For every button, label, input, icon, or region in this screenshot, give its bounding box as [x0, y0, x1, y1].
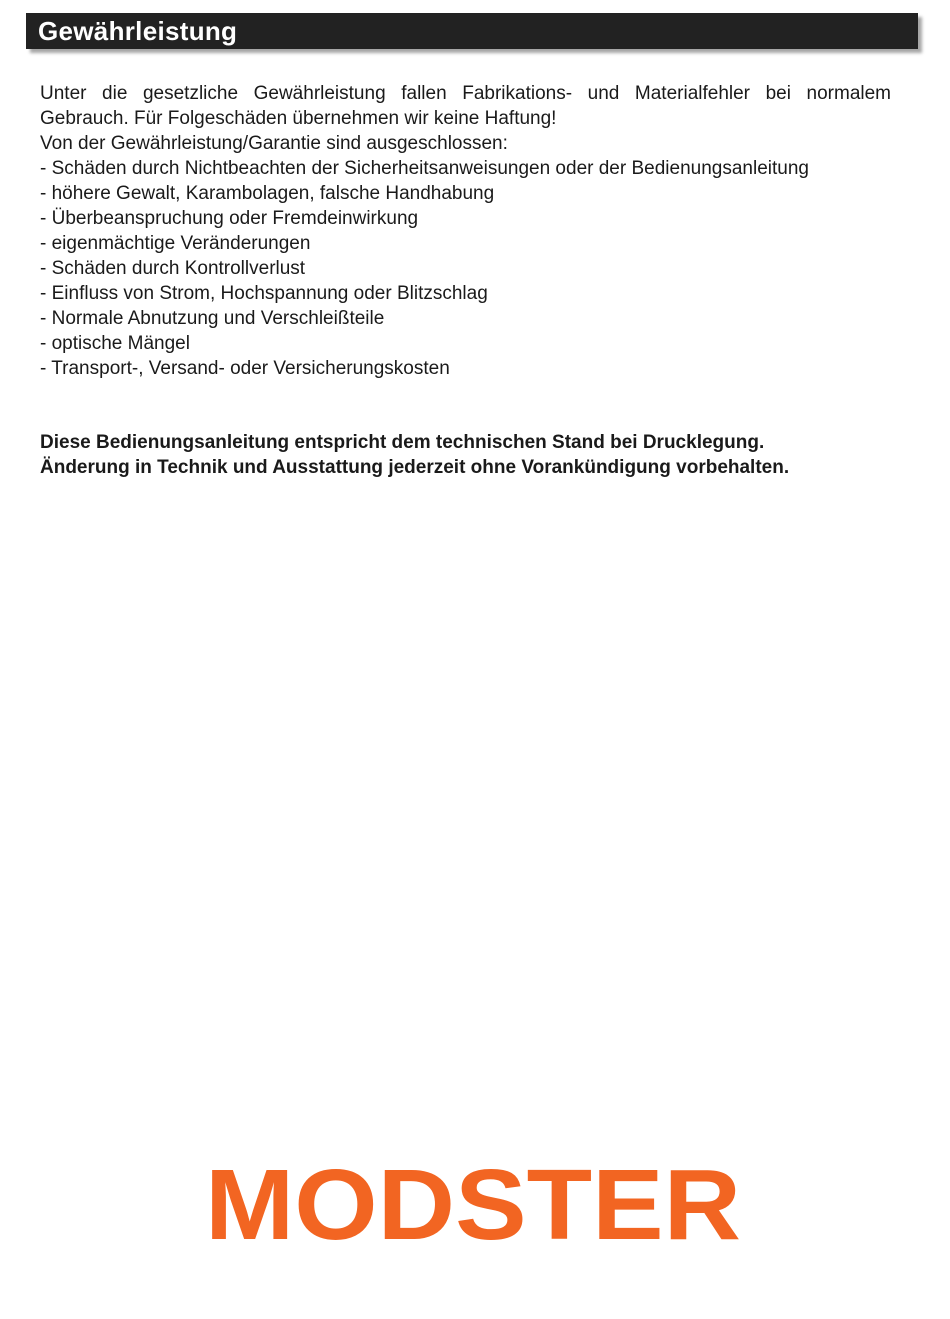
exclusion-item: - optische Mängel	[40, 333, 190, 354]
exclusion-item: - höhere Gewalt, Karambolagen, falsche Handhabung	[40, 183, 495, 204]
notice-block	[40, 430, 900, 480]
exclusions-heading: Von der Gewährleistung/Garantie sind ausgeschlossen:	[40, 133, 508, 154]
section-title: Gewährleistung	[38, 16, 238, 46]
exclusion-item: - Schäden durch Kontrollverlust	[40, 258, 306, 279]
exclusion-item: - eigenmächtige Veränderungen	[40, 233, 311, 254]
exclusion-item: - Normale Abnutzung und Verschleißteile	[40, 308, 385, 329]
exclusion-item: - Einfluss von Strom, Hochspannung oder Blitzschlag	[40, 283, 488, 304]
exclusion-item: - Schäden durch Nichtbeachten der Sicherheitsanweisungen oder der Bedienungsanleitung	[40, 158, 809, 179]
warranty-section	[40, 81, 891, 381]
brand-logo	[203, 1158, 743, 1248]
warranty-intro: Unter die gesetzliche Gewährleistung fallen Fabrikations- und Materialfehler bei normalem Gebrauch. Für Folgeschäden übernehmen wir keine Haftung!	[40, 83, 891, 129]
notice-line: Diese Bedienungsanleitung entspricht dem technischen Stand bei Drucklegung.	[40, 432, 765, 453]
exclusion-item: - Überbeanspruchung oder Fremdeinwirkung	[40, 208, 419, 229]
brand-logo-text: MODSTER	[205, 1158, 741, 1248]
exclusion-item: - Transport-, Versand- oder Versicherungskosten	[40, 358, 450, 379]
section-header-bar	[26, 13, 918, 49]
notice-line: Änderung in Technik und Ausstattung jederzeit ohne Vorankündigung vorbehalten.	[40, 457, 790, 478]
exclusions-list	[40, 156, 891, 381]
